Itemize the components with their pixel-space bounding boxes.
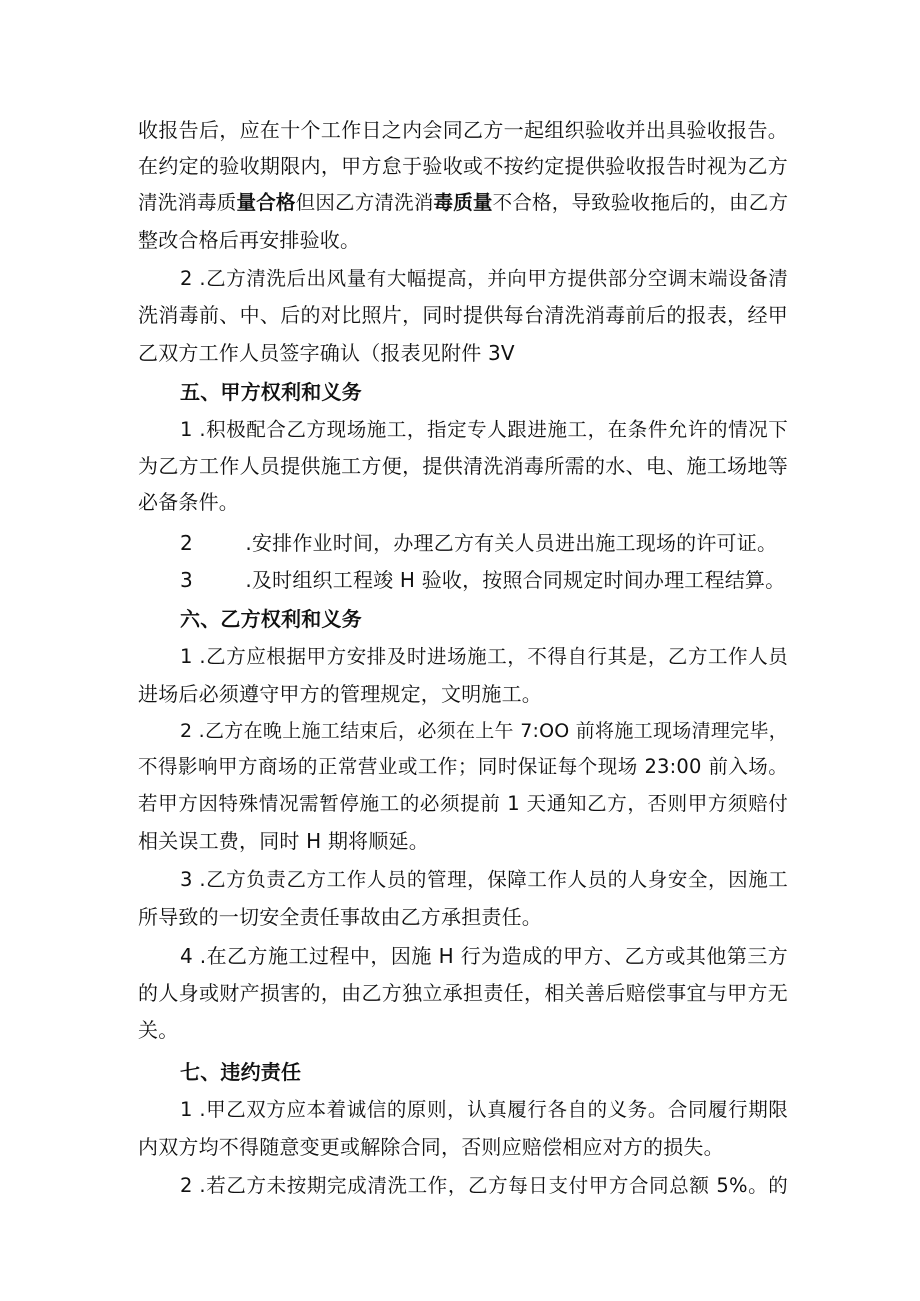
text-line: 所导致的一切安全责任事故由乙方承担责任。 bbox=[138, 905, 542, 929]
text-run-bold: 量合格 bbox=[236, 191, 296, 214]
text-line: 关。 bbox=[138, 1018, 179, 1042]
text-line: 必备条件。 bbox=[138, 490, 239, 514]
section-heading: 六、乙方权利和义务 bbox=[180, 607, 362, 631]
text-run: 不合格，导致验收拖后的，由乙方 bbox=[492, 191, 788, 214]
section-heading: 七、违约责任 bbox=[180, 1060, 302, 1084]
text-line: 1 .乙方应根据甲方安排及时进场施工，不得自行其是，乙方工作人员 bbox=[180, 645, 788, 668]
text-line: 2 .安排作业时间，办理乙方有关人员进出施工现场的许可证。 bbox=[180, 531, 778, 555]
text-run: 但因乙方清洗消 bbox=[295, 191, 434, 214]
text-line: 内双方均不得随意变更或解除合同，否则应赔偿相应对方的损失。 bbox=[138, 1135, 724, 1159]
text-line: 1 .积极配合乙方现场施工，指定专人跟进施工，在条件允许的情况下 bbox=[180, 418, 788, 441]
text-line bbox=[138, 189, 788, 217]
text-line: 乙双方工作人员签字确认（报表见附件 3V bbox=[138, 341, 515, 365]
section-heading: 五、甲方权利和义务 bbox=[180, 380, 362, 404]
text-line: 2 .若乙方未按期完成清洗工作，乙方每日支付甲方合同总额 5%。的 bbox=[180, 1174, 788, 1197]
text-line: 2 .乙方在晚上施工结束后，必须在上午 7:OO 前将施工现场清理完毕， bbox=[180, 720, 788, 742]
text-line: 4 .在乙方施工过程中，因施 H 行为造成的甲方、乙方或其他第三方 bbox=[180, 944, 788, 968]
text-line: 洗消毒前、中、后的对比照片，同时提供每台清洗消毒前后的报表，经甲 bbox=[138, 303, 788, 327]
text-line: 1 .甲乙双方应本着诚信的原则，认真履行各自的义务。合同履行期限 bbox=[180, 1098, 788, 1121]
text-line: 相关误工费，同时 H 期将顺延。 bbox=[138, 829, 429, 853]
text-line: 2 .乙方清洗后出风量有大幅提高，并向甲方提供部分空调末端设备清 bbox=[180, 267, 788, 290]
text-line: 3 .及时组织工程竣 H 验收，按照合同规定时间办理工程结算。 bbox=[180, 568, 786, 592]
text-run-bold: 毒质量 bbox=[433, 191, 493, 214]
text-run: 清洗消毒质 bbox=[138, 191, 237, 214]
text-line: 在约定的验收期限内，甲方怠于验收或不按约定提供验收报告时视为乙方 bbox=[138, 154, 788, 178]
text-line: 进场后必须遵守甲方的管理规定，文明施工。 bbox=[138, 682, 542, 706]
text-line: 3 .乙方负责乙方工作人员的管理，保障工作人员的人身安全，因施工 bbox=[180, 868, 788, 891]
text-line: 的人身或财产损害的，由乙方独立承担责任，相关善后赔偿事宜与甲方无 bbox=[138, 981, 788, 1005]
text-line: 不得影响甲方商场的正常营业或工作；同时保证每个现场 23:00 前入场。 bbox=[138, 755, 788, 778]
text-line: 为乙方工作人员提供施工方便，提供清洗消毒所需的水、电、施工场地等 bbox=[138, 454, 788, 478]
text-line: 若甲方因特殊情况需暂停施工的必须提前 1 天通知乙方，否则甲方须赔付 bbox=[138, 792, 788, 815]
text-line: 收报告后，应在十个工作日之内会同乙方一起组织验收并出具验收报告。 bbox=[138, 118, 788, 142]
text-line: 整改合格后再安排验收。 bbox=[138, 228, 361, 252]
